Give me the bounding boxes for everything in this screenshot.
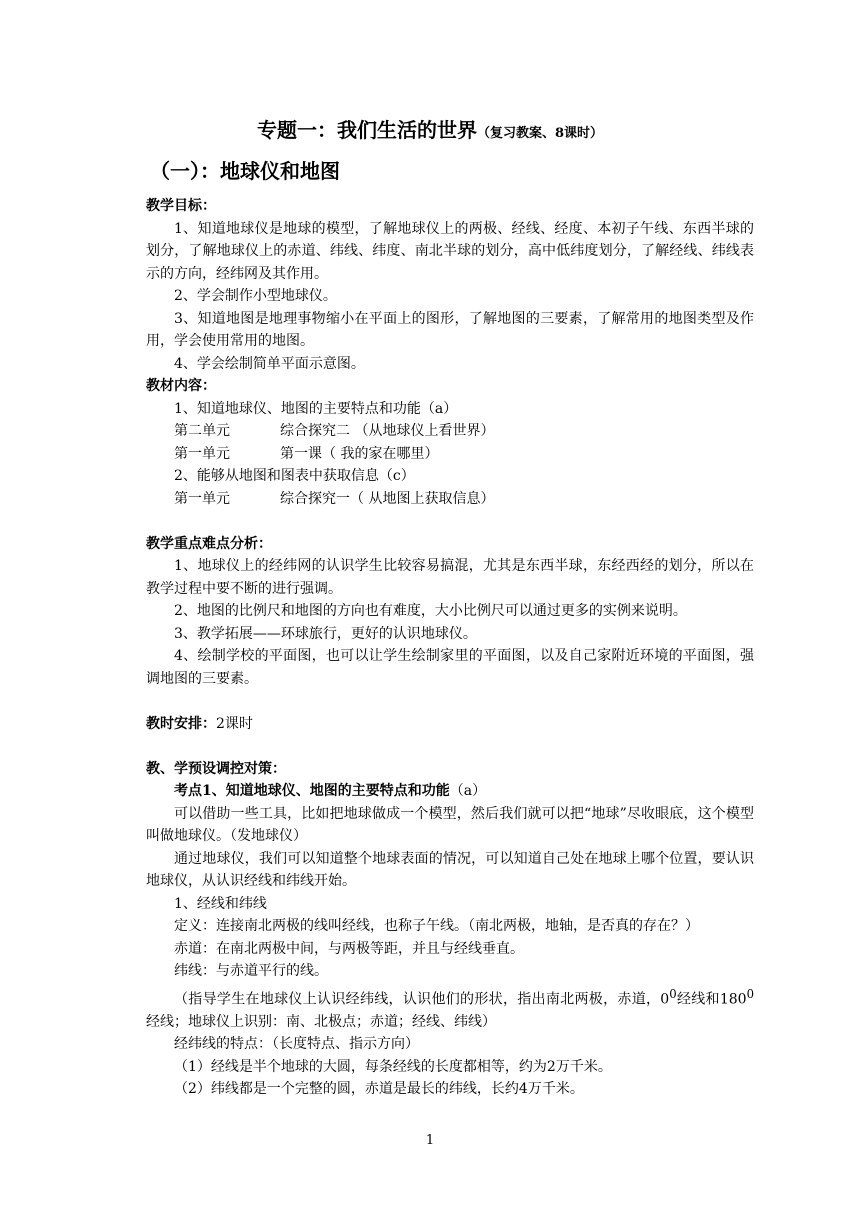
- guide-c: 经线；地球仪上识别：南、北极点；赤道；经线、纬线）: [146, 1013, 496, 1030]
- feature-2: （2）纬线都是一个完整的圆，赤道是最长的纬线，长约4万千米。: [174, 1081, 584, 1098]
- focus-1: 1、地球仪上的经纬网的认识学生比较容易搞混，尤其是东西半球，东经西经的划分，所以在教学过程中要不断的进行强调。: [146, 558, 754, 597]
- goal-2: 2、学会制作小型地球仪。: [174, 288, 337, 304]
- focus-3: 3、教学拓展——环球旅行，更好的认识地球仪。: [174, 625, 477, 642]
- point1-line: [146, 780, 754, 803]
- guide-b: 经线和180: [676, 991, 747, 1008]
- schedule-line: [146, 713, 754, 736]
- content-heading: 教材内容：: [146, 378, 216, 394]
- content-row-1: [146, 420, 754, 443]
- def-equator: 赤道：在南北两极中间，与两极等距，并且与经线垂直。: [174, 940, 524, 957]
- point1-title: 考点1、知道地球仪、地图的主要特点和功能: [174, 783, 450, 799]
- focus-4: 4、绘制学校的平面图，也可以让学生绘制家里的平面图，以及自己家附近环境的平面图，强调地图的三要素。: [146, 648, 754, 687]
- guide-paragraph: [146, 983, 754, 1034]
- def-meridian: 定义：连接南北两极的线叫经线，也称子午线。（南北两极，地轴，是否真的存在？）: [174, 918, 699, 934]
- content-row-3: [146, 488, 754, 511]
- degree-sup: 0: [746, 986, 754, 1001]
- goals-heading: 教学目标：: [146, 198, 216, 214]
- para-1: 可以借助一些工具，比如把地球做成一个模型，然后我们就可以把“地球”尽收眼底，这个模型叫做地球仪。（发地球仪）: [146, 805, 754, 844]
- content-row-2: [146, 443, 754, 466]
- goal-4: 4、学会绘制简单平面示意图。: [174, 355, 365, 372]
- focus-2: 2、地图的比例尺和地图的方向也有难度，大小比例尺可以通过更多的实例来说明。: [174, 603, 687, 619]
- document-body: [146, 195, 754, 1101]
- spacer: [146, 735, 754, 758]
- document-title: [0, 116, 860, 148]
- content-row-unit: 第一单元: [174, 445, 230, 462]
- goal-3: 3、知道地图是地理事物缩小在平面上的图形，了解地图的三要素，了解常用的地图类型及作用，学会使用常用的地图。: [146, 310, 754, 349]
- point1-tag: （a）: [449, 783, 487, 799]
- item-1: 1、经线和纬线: [174, 895, 267, 912]
- para-2: 通过地球仪，我们可以知道整个地球表面的情况，可以知道自己处在地球上哪个位置，要认识地球仪，从认识经线和纬线开始。: [146, 850, 754, 889]
- title-sub: （复习教案、8课时）: [476, 126, 604, 141]
- strategy-heading: 教、学预设调控对策：: [146, 760, 286, 777]
- section-title: （一）：地球仪和地图: [150, 159, 340, 183]
- content-row-desc: 第一课（ 我的家在哪里）: [280, 445, 439, 462]
- schedule-value: 2课时: [216, 715, 253, 732]
- content-row-unit: 第一单元: [174, 490, 230, 507]
- content-2: 2、能够从地图和图表中获取信息（c）: [174, 468, 415, 484]
- page-number: 1: [425, 1133, 435, 1148]
- spacer: [146, 690, 754, 713]
- title-main: 专题一：我们生活的世界: [256, 118, 477, 142]
- focus-heading: 教学重点难点分析：: [146, 535, 272, 552]
- feature-1: （1）经线是半个地球的大圆，每条经线的长度都相等，约为2万千米。: [174, 1058, 612, 1075]
- content-row-desc: 综合探究一（ 从地图上获取信息）: [280, 490, 495, 507]
- content-row-unit: 第二单元: [174, 423, 230, 439]
- goal-1: 1、知道地球仪是地球的模型，了解地球仪上的两极、经线、经度、本初子午线、东西半球的划分，了解地球仪上的赤道、纬线、纬度、南北半球的划分，高中低纬度划分，了解经线、纬线表示的方向，经纬网及其作用。: [146, 220, 754, 282]
- features: 经纬线的特点：（长度特点、指示方向）: [174, 1036, 419, 1053]
- spacer: [146, 510, 754, 533]
- def-parallel: 纬线：与赤道平行的线。: [174, 963, 328, 979]
- content-row-desc: 综合探究二 （从地球仪上看世界）: [280, 423, 495, 439]
- guide-a: （指导学生在地球仪上认识经纬线，认识他们的形状，指出南北两极，赤道，0: [174, 991, 670, 1008]
- degree-sup: 0: [669, 986, 677, 1001]
- schedule-label: 教时安排：: [146, 715, 216, 732]
- content-1: 1、知道地球仪、地图的主要特点和功能（a）: [174, 400, 458, 417]
